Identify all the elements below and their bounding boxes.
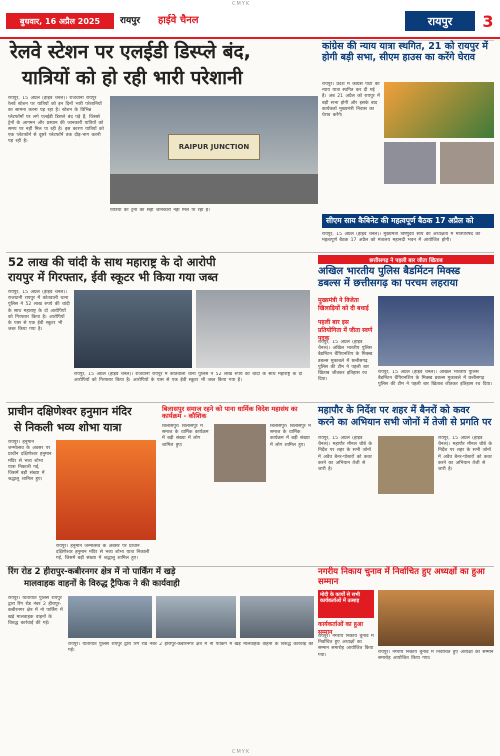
- meeting-headline: सीएम साय कैबिनेट की महत्वपूर्ण बैठक 17 अप्रैल को: [322, 214, 494, 228]
- badminton-body-cont: रायपुर, 15 अप्रैल (हाईवे चैनल)। अखिल भारतीय पुलिस बैडमिंटन चैंपियनशिप के मिक्स्ड डबल्स मुकाबले में छत्तीसगढ़ पुलिस की टीम ने पहली बार खिताब जीतकर इतिहास रच दिया।: [378, 370, 493, 388]
- hanuman-idol-photo: [56, 440, 156, 540]
- silver-seized-photo: [196, 290, 310, 368]
- congress-rally-photo: [384, 82, 494, 138]
- badminton-body: रायपुर, 15 अप्रैल (हाईवे चैनल)। अखिल भारतीय पुलिस बैडमिंटन चैंपियनशिप के मिक्स्ड डबल्स मुकाबले में छत्तीसगढ़ पुलिस की टीम ने पहली बार खिताब जीतकर इतिहास रच दिया।: [318, 340, 373, 383]
- congress-body: रायपुर। प्रदेश में कांग्रेस पार्टी की न्याय यात्रा स्थगित कर दी गई है। अब 21 अप्रैल को रायपुर में बड़ी सभा होगी और इसके बाद कार्यकर्ता मुख्यमंत्री निवास का घेराव करेंगे।: [322, 82, 380, 119]
- mayor-photo-1: [378, 436, 434, 494]
- badminton-headline-1: अखिल भारतीय पुलिस बैडमिंटन मिक्स्ड: [318, 266, 461, 277]
- silver-body-cont: रायपुर, 15 अप्रैल (हाईवे चैनल)। राजधानी रायपुर में कोतवाली थाना पुलिस ने 52 लाख रुपये की चांदी के साथ महाराष्ट्र के दो आरोपियों को गिरफ्तार किया है। आरोपियों के पास से एक ईवी स्कूटर भी जब्त किया गया है।: [74, 372, 303, 384]
- mayor-headline-2: करने का अभियान सभी जोनों में तेजी से प्रगति पर: [318, 417, 492, 428]
- hanuman-body: रायपुर। हनुमान जन्मोत्सव के अवसर पर प्राचीन दक्षिणेश्वर हनुमान मंदिर से भव्य शोभा यात्रा निकाली गई, जिसमें बड़ी संख्या में श्रद्धालु शामिल हुए।: [8, 440, 52, 483]
- parking-truck-photo-3: [240, 596, 314, 638]
- congress-leader-photo-2: [440, 142, 494, 184]
- silver-body: रायपुर, 15 अप्रैल (हाईवे चैनल)। राजधानी रायपुर में कोतवाली थाना पुलिस ने 52 लाख रुपये की चांदी के साथ महाराष्ट्र के दो आरोपियों को गिरफ्तार किया है। आरोपियों के पास से एक ईवी स्कूटर भी जब्त किया गया है।: [8, 290, 70, 333]
- congress-headline: कांग्रेस की न्याय यात्रा स्थगित, 21 को रायपुर में होगी बड़ी सभा, सीएम हाउस का करेंगे घेराव: [322, 41, 488, 63]
- parking-headline-2: मालवाहक वाहनों के विरुद्ध ट्रैफिक ने की कार्यवाही: [24, 579, 180, 589]
- masthead-date: बुधवार, 16 अप्रैल 2025: [6, 13, 114, 29]
- badminton-bullet-2: पहली बार इस प्रतियोगिता में जीता स्वर्ण पदक: [318, 319, 373, 342]
- mayor-body: रायपुर, 15 अप्रैल (हाईवे चैनल)। महापौर मीनल चौबे के निर्देश पर शहर के सभी जोनों में अवैध बैनर-पोस्टरों को कवर करने का अभियान तेजी से जारी है।: [318, 436, 372, 473]
- railway-station-photo: [110, 96, 318, 204]
- badminton-headline-2: डबल्स में छत्तीसगढ़ का परचम लहराया: [318, 278, 458, 289]
- masthead-city: रायपुर: [120, 16, 141, 26]
- lead-headline-1: रेलवे स्टेशन पर एलईडी डिस्प्ले बंद,: [10, 41, 251, 63]
- lead-body: रायपुर, 15 अप्रैल (हाईवे चैनल)। राजधानी रायपुर रेलवे स्टेशन पर यात्रियों को इन दिनों भारी परेशानियों का सामना करना पड़ रहा है। स्टेशन के विभिन्न प्लेटफॉर्मों पर लगे एलईडी डिस्प्ले बंद पड़े हैं, जिससे ट्रेनों के आगमन और प्रस्थान की जानकारी यात्रियों को समय पर नहीं मिल पा रही है। इस कारण यात्रियों को एक प्लेटफॉर्म से दूसरे प्लेटफॉर्म तक दौड़-भाग करनी पड़ रही है।: [8, 96, 104, 145]
- print-mark-bottom: CMYK: [232, 749, 251, 755]
- badminton-bullet-1: मुख्यमंत्री ने विजेता खिलाड़ियों को दी बधाई: [318, 297, 369, 312]
- page-number: 3: [478, 11, 498, 31]
- station-sign: RAIPUR JUNCTION: [168, 134, 260, 160]
- silver-headline-1: 52 लाख की चांदी के साथ महाराष्ट्र के दो आरोपी: [8, 255, 216, 269]
- lead-headline-2: यात्रियों को हो रही भारी परेशानी: [22, 67, 243, 89]
- municipal-inset-box: मोदी के कार्यों से सभी कार्यकर्ताओं में उत्साह: [318, 590, 374, 618]
- municipal-body: रायपुर। नगरीय निकाय चुनाव में निर्वाचित हुए अध्यक्षों का सम्मान समारोह आयोजित किया गया।: [318, 634, 374, 658]
- silver-headline-2: रायपुर में गिरफ्तार, ईवी स्कूटर भी किया गया जब्त: [8, 270, 218, 284]
- bilaspur-body: बिलासपुर। बिलासपुर में समाज के धार्मिक कार्यक्रम में बड़ी संख्या में लोग शामिल हुए।: [162, 424, 209, 448]
- badminton-kicker: छत्तीसगढ़ ने पहली बार जीता खिताब: [318, 255, 494, 264]
- bilaspur-portrait-photo: [214, 424, 266, 482]
- municipal-felicitation-photo: [378, 590, 494, 646]
- municipal-headline: नगरीय निकाय चुनाव में निर्वाचित हुए अध्यक्षों का हुआ सम्मान: [318, 567, 485, 587]
- congress-leader-photo-1: [384, 142, 436, 184]
- hanuman-headline-1: प्राचीन दक्षिणेश्वर हनुमान मंदिर: [8, 405, 132, 418]
- parking-truck-photo-1: [68, 596, 152, 638]
- silver-arrest-photo: [74, 290, 192, 368]
- municipal-body-cont: रायपुर। नगरीय निकाय चुनाव में निर्वाचित हुए अध्यक्षों का सम्मान समारोह आयोजित किया गया।: [378, 650, 494, 662]
- mayor-headline-1: महापौर के निर्देश पर शहर में बैनरों को कवर: [318, 405, 470, 416]
- lead-caption: यात्रियों को ट्रेनों की सही जानकारी नहीं मिल पा रही है।: [110, 208, 210, 213]
- parking-body: रायपुर। यातायात पुलिस रायपुर द्वारा रिंग रोड नंबर 2 हीरापुर-कबीरनगर क्षेत्र में नो पार्किंग में खड़े मालवाहक वाहनों के विरुद्ध कार्रवाई की गई।: [8, 596, 63, 626]
- hanuman-headline-2: से निकली भव्य शोभा यात्रा: [14, 421, 122, 434]
- bilaspur-body-cont: बिलासपुर। बिलासपुर में समाज के धार्मिक कार्यक्रम में बड़ी संख्या में लोग शामिल हुए।: [270, 424, 311, 448]
- mayor-body-cont: रायपुर, 15 अप्रैल (हाईवे चैनल)। महापौर मीनल चौबे के निर्देश पर शहर के सभी जोनों में अवैध बैनर-पोस्टरों को कवर करने का अभियान तेजी से जारी है।: [438, 436, 492, 473]
- municipal-inset-sub: कार्यकर्ताओं का हुआ सम्मान: [318, 621, 364, 636]
- print-mark-top: CMYK: [232, 1, 251, 7]
- section-label: रायपुर: [405, 11, 475, 31]
- parking-body-cont: रायपुर। यातायात पुलिस रायपुर द्वारा रिंग रोड नंबर 2 हीरापुर-कबीरनगर क्षेत्र में नो पार्किंग में खड़े मालवाहक वाहनों के विरुद्ध कार्रवाई की गई।: [68, 642, 314, 654]
- parking-truck-photo-2: [156, 596, 236, 638]
- hanuman-body-cont: रायपुर। हनुमान जन्मोत्सव के अवसर पर प्राचीन दक्षिणेश्वर हनुमान मंदिर से भव्य शोभा यात्रा निकाली गई, जिसमें बड़ी संख्या में श्रद्धालु शामिल हुए।: [56, 544, 150, 562]
- bilaspur-headline: बिलासपुर समाज रहने को पाना धार्मिक विदेश महासंघ का कार्यक्रम - कौशिक: [162, 405, 298, 421]
- masthead-brand: हाईवे चैनल: [158, 15, 199, 26]
- badminton-team-photo: [378, 296, 494, 366]
- meeting-body: रायपुर, 15 अप्रैल (हाईवे चैनल)। मुख्यमंत्री विष्णुदेव साय की अध्यक्षता में मंत्रिपरिषद की महत्वपूर्ण बैठक 17 अप्रैल को मंत्रालय महानदी भवन में आयोजित होगी।: [322, 232, 481, 244]
- parking-headline-1: रिंग रोड 2 हीरापुर-कबीरनगर क्षेत्र में नो पार्किंग में खड़े: [8, 567, 176, 577]
